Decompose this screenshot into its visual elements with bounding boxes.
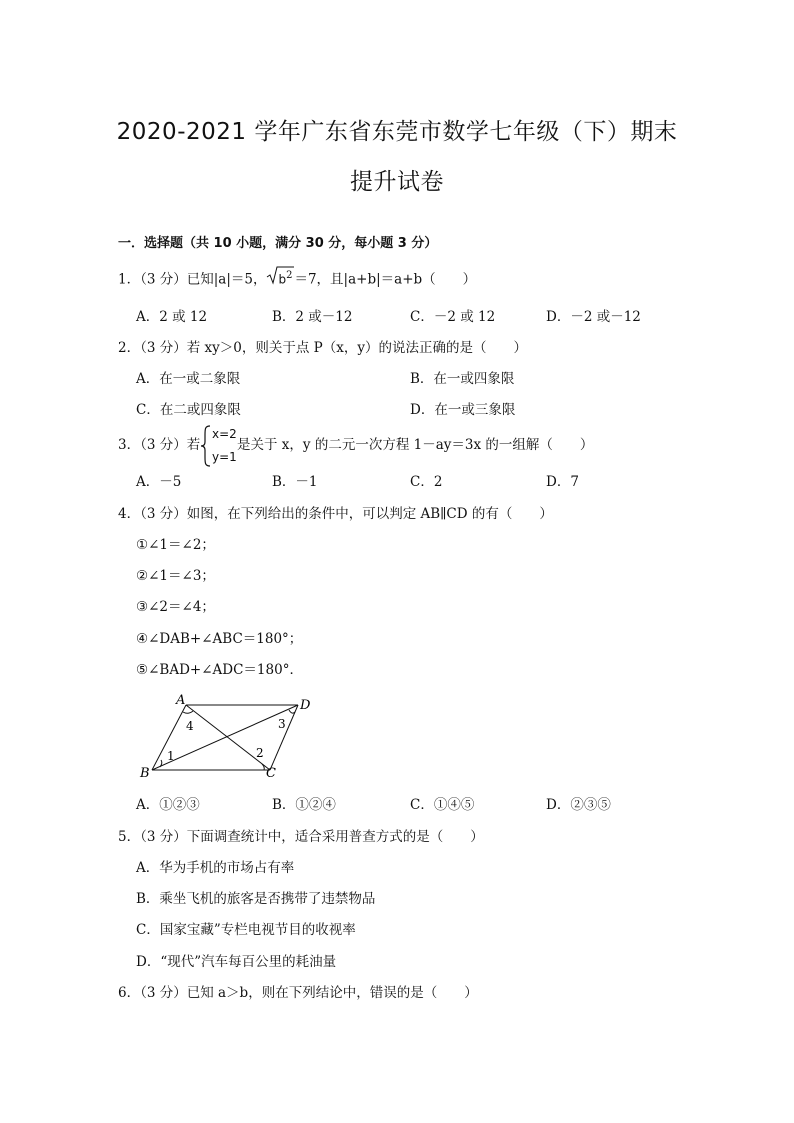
q2-option-d[interactable]: D．在一或三象限 [410,402,516,418]
question-1-prefix: 1．（3 分）已知|a|＝5， [118,271,267,288]
question-1-suffix: ＝7，且|a+b|＝a+b（ ） [294,271,477,288]
system-equation-2: y=1 [212,450,237,464]
label-angle-4: 4 [186,719,194,733]
label-angle-3: 3 [278,717,286,731]
question-4: 4．（3 分）如图，在下列给出的条件中，可以判定 AB∥CD 的有（ ） [118,506,553,522]
segment-dc [270,705,298,770]
q4-condition-4: ④∠DAB+∠ABC＝180°； [136,631,303,647]
q3-option-d[interactable]: D．7 [546,474,579,490]
segment-ac [186,705,270,770]
q2-option-a[interactable]: A．在一或二象限 [136,371,241,387]
q4-option-c[interactable]: C．①④⑤ [410,797,475,813]
question-1 [118,267,476,289]
angle-arc-4 [183,711,193,713]
q3-option-b[interactable]: B．－1 [272,474,318,490]
q4-option-d[interactable]: D．②③⑤ [546,797,611,813]
q5-option-b[interactable]: B．乘坐飞机的旅客是否携带了违禁物品 [136,891,376,907]
q4-condition-1: ①∠1＝∠2； [136,537,215,553]
question-2: 2．（3 分）若 xy＞0，则关于点 P（x，y）的说法正确的是（ ） [118,340,527,356]
q5-option-c[interactable]: C．国家宝藏”专栏电视节目的收视率 [136,922,356,938]
q5-option-d[interactable]: D．“现代”汽车每百公里的耗油量 [136,954,337,970]
angle-arc-3 [289,710,295,713]
q3-option-a[interactable]: A．－5 [136,474,182,490]
question-3-prefix: 3．（3 分）若 [118,437,201,453]
q1-option-d[interactable]: D．－2 或－12 [546,309,641,325]
sqrt-expression [266,267,292,289]
system-equation-1: x=2 [212,427,237,441]
q2-option-b[interactable]: B．在一或四象限 [410,371,515,387]
q4-condition-5: ⑤∠BAD+∠ADC＝180°． [136,662,303,678]
label-point-c: C [266,766,276,781]
parallelogram-figure [130,690,330,785]
label-angle-2: 2 [256,746,264,760]
label-angle-1: 1 [167,749,175,763]
q2-option-c[interactable]: C．在二或四象限 [136,402,241,418]
sqrt-symbol [266,265,294,285]
q4-condition-3: ③∠2＝∠4； [136,599,215,615]
q5-option-a[interactable]: A．华为手机的市场占有率 [136,860,295,876]
q4-option-a[interactable]: A．①②③ [136,797,200,813]
label-point-b: B [140,766,150,781]
q1-option-b[interactable]: B．2 或－12 [272,309,353,325]
label-point-d: D [300,698,311,713]
sqrt-exponent: 2 [286,270,293,281]
q1-option-a[interactable]: A．2 或 12 [136,309,208,325]
q4-option-b[interactable]: B．①②④ [272,797,336,813]
sqrt-radicand: b [278,272,287,287]
question-3-suffix: 是关于 x，y 的二元一次方程 1－ay＝3x 的一组解（ ） [237,437,594,453]
section-heading: 一．选择题（共 10 小题，满分 30 分，每小题 3 分） [118,236,438,251]
document-title-line1: 2020-2021 学年广东省东莞市数学七年级（下）期末 [116,119,678,145]
q4-condition-2: ②∠1＝∠3； [136,568,215,584]
q3-option-c[interactable]: C．2 [410,474,443,490]
system-brace-icon [200,425,212,467]
question-6: 6．（3 分）已知 a＞b，则在下列结论中，错误的是（ ） [118,985,478,1001]
document-title-line2: 提升试卷 [350,169,444,195]
q1-option-c[interactable]: C．－2 或 12 [410,309,496,325]
label-point-a: A [176,693,186,708]
question-5: 5．（3 分）下面调查统计中，适合采用普查方式的是（ ） [118,829,484,845]
